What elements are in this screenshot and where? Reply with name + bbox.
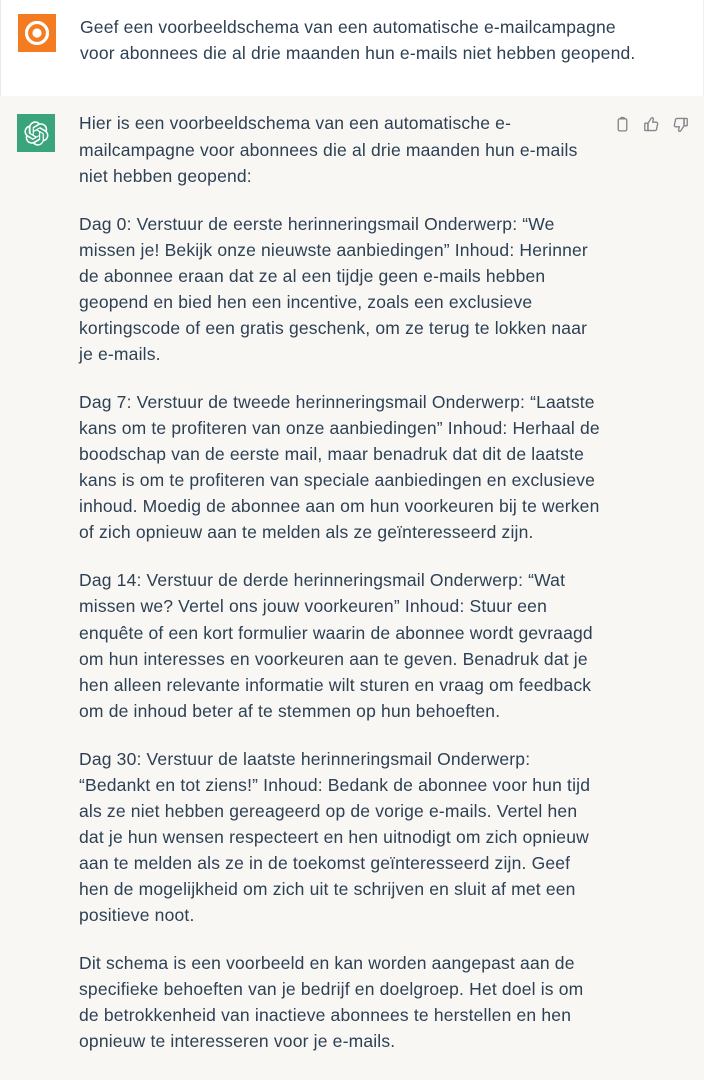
chatgpt-logo-icon — [24, 121, 49, 146]
message-assistant — [0, 96, 704, 1080]
assistant-paragraph-day-7: Dag 7: Verstuur de tweede herinneringsmail Onderwerp: “Laatste kans om te profiteren van onze aanbiedingen” Inhoud: Herhaal de boodschap van de eerste mail, maar benadruk dat dit de laatste kans is om te profiteren van speciale aanbiedingen en exclusieve inhoud. Moedig de abonnee aan om hun voorkeuren bij te werken of zich opnieuw aan te melden als ze geïnteresseerd zijn. — [79, 392, 600, 543]
message-actions — [612, 114, 690, 134]
assistant-paragraph-closing: Dit schema is een voorbeeld en kan worden aangepast aan de specifieke behoeften van je bedrijf en doelgroep. Het doel is om de betrokkenheid van inactieve abonnees te herstellen en hen opnieuw te interesseren voor je e-mails. — [79, 953, 584, 1052]
copy-icon — [614, 116, 631, 133]
user-avatar — [18, 14, 56, 52]
thumbs-down-icon — [672, 116, 689, 133]
copy-button[interactable] — [612, 114, 632, 134]
assistant-paragraph-day-0: Dag 0: Verstuur de eerste herinneringsmail Onderwerp: “We missen je! Bekijk onze nieuwste aanbiedingen” Inhoud: Herinner de abonnee eraan dat ze al een tijdje geen e-mails hebben geopend en bied hen een incentive, zoals een exclusieve kortingscode of een gratis geschenk, om ze terug te lokken naar je e-mails. — [79, 213, 588, 364]
message-user — [0, 0, 704, 96]
orange-ring-avatar-icon — [25, 21, 49, 45]
thumbs-up-button[interactable] — [641, 114, 661, 134]
assistant-message-body — [55, 110, 690, 1054]
thumbs-down-button[interactable] — [670, 114, 690, 134]
user-message-paragraph: Geef een voorbeeldschema van een automatische e-mailcampagne voor abonnees die al drie maanden hun e-mails niet hebben geopend. — [80, 17, 636, 63]
thumbs-up-icon — [643, 116, 660, 133]
user-message-body — [56, 12, 689, 66]
assistant-avatar — [17, 114, 55, 152]
assistant-paragraph-intro: Hier is een voorbeeldschema van een automatische e-mailcampagne voor abonnees die al drie maanden hun e-mails niet hebben geopend: — [79, 113, 578, 186]
assistant-paragraph-day-14: Dag 14: Verstuur de derde herinneringsmail Onderwerp: “Wat missen we? Vertel ons jouw voorkeuren” Inhoud: Stuur een enquête of een kort formulier waarin de abonnee wordt gevraagd om hun interesses en voorkeuren aan te geven. Benadruk dat je hen alleen relevante informatie wilt sturen en vraag om feedback om de inhoud beter af te stemmen op hun behoeften. — [79, 570, 593, 721]
assistant-paragraph-day-30: Dag 30: Verstuur de laatste herinneringsmail Onderwerp: “Bedankt en tot ziens!” Inhoud: Bedank de abonnee voor hun tijd als ze niet hebben gereageerd op de vorige e-mails. Vertel hen dat je hun wensen respecteert en hen uitnodigt om zich opnieuw aan te melden als ze in de toekomst geïnteresseerd zijn. Geef hen de mogelijkheid om zich uit te schrijven en sluit af met een positieve noot. — [79, 748, 591, 926]
